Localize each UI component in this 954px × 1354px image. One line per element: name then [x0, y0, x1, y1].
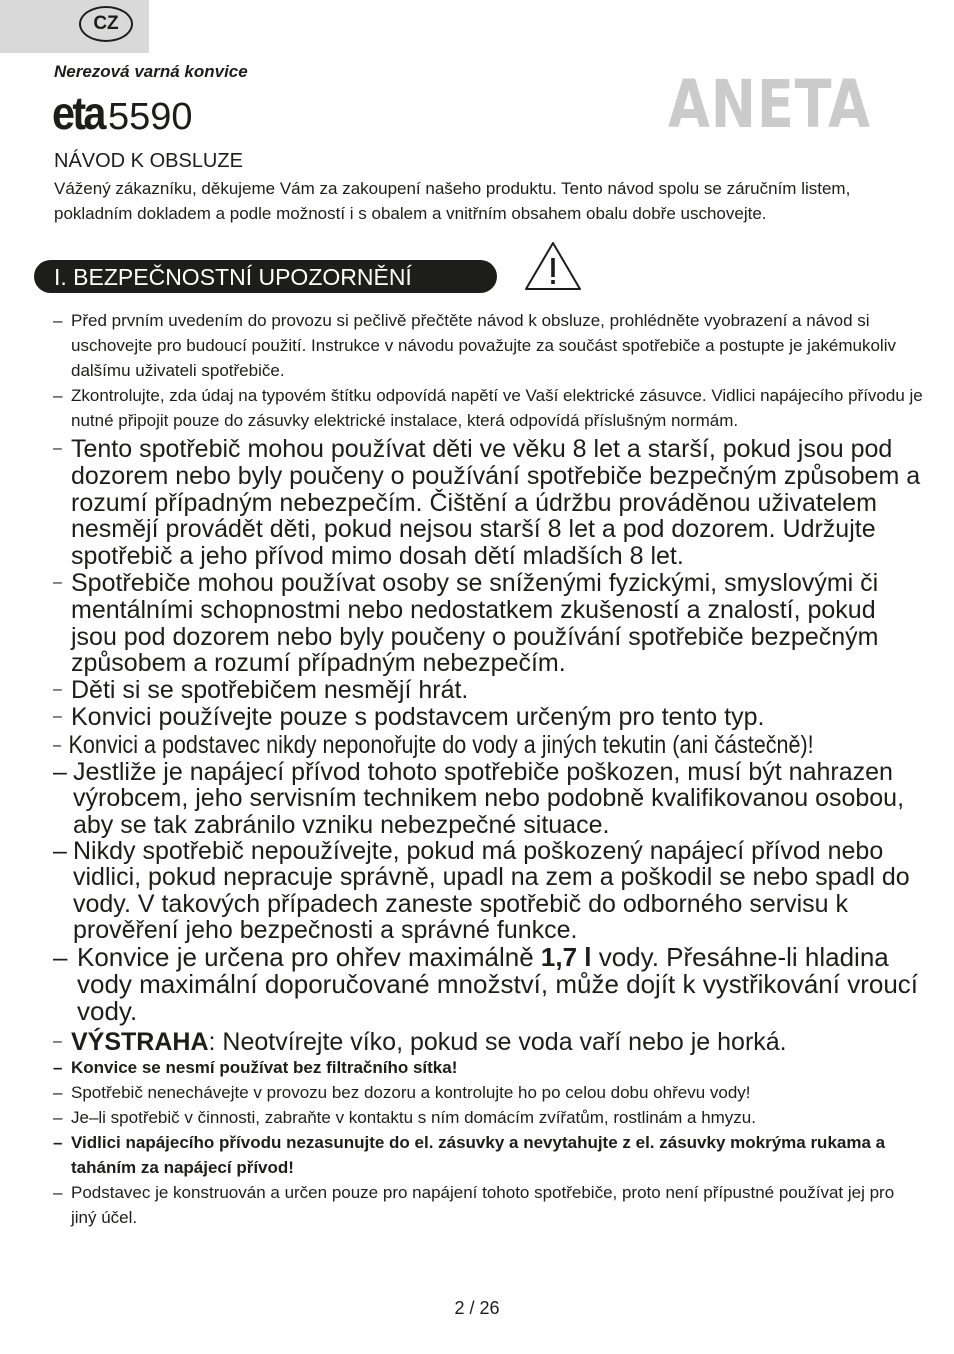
eta-logo: eta [52, 87, 104, 139]
list-item: – Vidlici napájecího přívodu nezasunujte do el. zásuvky a nevytahujte z el. zásuvky mokrýma rukama a taháním za napájecí přívod! [53, 1133, 886, 1178]
manual-title: NÁVOD K OBSLUZE [54, 150, 243, 172]
list-item: – Spotřebiče mohou používat osoby se sníženými fyzickými, smyslovými či mentálními schopnostmi nebo nedostatkem zkušeností a znalostí, pokud jsou pod dozorem nebo byly poučeny o používání spotřebiče bezpečným způsobem a rozumí případným nebezpečím. [53, 568, 879, 678]
list-item: – Zkontrolujte, zda údaj na typovém štítku odpovídá napětí ve Vaší elektrické zásuvce. Vidlici napájecího přívodu je nutné připojit pouze do zásuvky elektrické instalace, která odpovídá příslušným normám. [53, 386, 923, 430]
list-item: – Před prvním uvedením do provozu si pečlivě přečtěte návod k obsluze, prohlédněte vyobrazení a návod si uschovejte pro budoucí použití. Instrukce v návodu považujte za součást spotřebiče a postupte je jakémukoliv dalšímu uživateli spotřebiče. [53, 311, 896, 380]
list-item: – Děti si se spotřebičem nesmějí hrát. [53, 676, 469, 705]
product-subtitle: Nerezová varná konvice [54, 62, 248, 81]
list-item: – Spotřebič nenechávejte v provozu bez dozoru a kontrolujte ho po celou dobu ohřevu vody! [53, 1083, 751, 1103]
section-heading: I. BEZPEČNOSTNÍ UPOZORNĚNÍ [34, 260, 497, 293]
list-item: – Je–li spotřebič v činnosti, zabraňte v kontaktu s ním domácím zvířatům, rostlinám a hmyzu. [53, 1108, 756, 1128]
list-item: – Jestliže je napájecí přívod tohoto spotřebiče poškozen, musí být nahrazen výrobcem, jeho servisním technikem nebo podobně kvalifikovanou osobou, aby se tak zabránilo vzniku nebezpečné situace. [53, 757, 905, 839]
list-item: – Konvici používejte pouze s podstavcem určeným pro tento typ. [53, 702, 765, 731]
safety-list [53, 308, 923, 1230]
language-tab [0, 0, 149, 53]
page-number: 2 / 26 [454, 1298, 500, 1318]
list-item: – Konvice je určena pro ohřev maximálně 1,7 l vody. Přesáhne-li hladina vody maximální doporučované množství, může dojít k vystřikování vroucí vody. [53, 941, 919, 1026]
list-item: – Konvici a podstavec nikdy neponořujte do vody a jiných tekutin (ani částečně)! [53, 730, 814, 759]
intro-paragraph: Vážený zákazníku, děkujeme Vám za zakoupení našeho produktu. Tento návod spolu se záručním listem, pokladním dokladem a podle možností i s obalem a vnitřním obsahem obalu dobře uschovejte. [54, 179, 851, 223]
list-item: – Nikdy spotřebič nepoužívejte, pokud má poškozený napájecí přívod nebo vidlici, pokud nepracuje správně, upadl na zem a poškodil se nebo spadl do vody. V takových případech zaneste spotřebič do odborného servisu k prověření jeho bezpečnosti a správné funkce. [53, 836, 910, 945]
list-item: – Konvice se nesmí používat bez filtračního sítka! [53, 1058, 458, 1078]
brand-name: ANETA [668, 66, 871, 143]
model-number: 5590 [107, 96, 193, 138]
list-item: – Tento spotřebič mohou používat děti ve věku 8 let a starší, pokud jsou pod dozorem nebo byly poučeny o používání spotřebiče bezpečným způsobem a rozumí případným nebezpečím. Čištění a údržbu prováděnou uživatelem nesmějí provádět děti, pokud nejsou starší 8 let a pod dozorem. Udržujte spotřebič a jeho přívod mimo dosah dětí mladších 8 let. [53, 435, 921, 571]
warning-triangle-icon [523, 240, 583, 297]
list-item: – Podstavec je konstruován a určen pouze pro napájení tohoto spotřebiče, proto není přípustné používat jej pro jiný účel. [53, 1183, 895, 1228]
list-item: – VÝSTRAHA: Neotvírejte víko, pokud se voda vaří nebo je horká. [53, 1027, 787, 1056]
language-badge: CZ [79, 6, 133, 42]
model-heading [52, 86, 192, 140]
